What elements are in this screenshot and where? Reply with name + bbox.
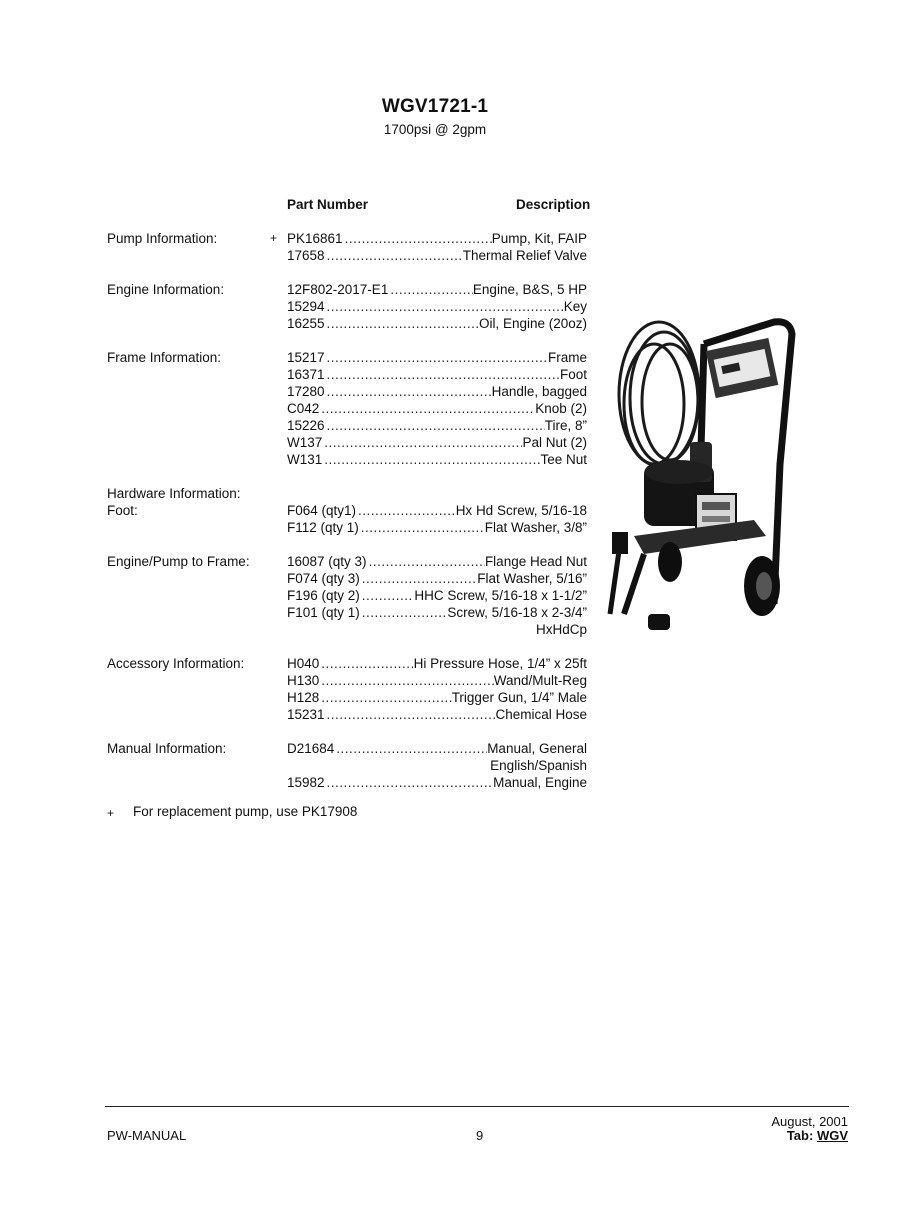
part-description: Thermal Relief Valve bbox=[462, 248, 587, 263]
part-number: W137 bbox=[287, 435, 323, 450]
part-number: F112 (qty 1) bbox=[287, 520, 359, 535]
part-description: Pump, Kit, FAIP bbox=[491, 231, 587, 246]
part-entry bbox=[287, 740, 587, 757]
footer-tab bbox=[787, 1128, 848, 1143]
part-row bbox=[0, 281, 906, 298]
page-number: 9 bbox=[476, 1128, 484, 1143]
part-number: H128 bbox=[287, 690, 320, 705]
part-entry bbox=[287, 349, 587, 366]
part-entry bbox=[287, 366, 587, 383]
part-description: Hx Hd Screw, 5/16-18 bbox=[455, 503, 587, 518]
section-label: Foot: bbox=[107, 503, 138, 518]
dot-leader bbox=[319, 655, 413, 672]
part-entry bbox=[287, 570, 587, 587]
part-number: F074 (qty 3) bbox=[287, 571, 360, 586]
dot-leader bbox=[356, 502, 456, 519]
dot-leader bbox=[319, 672, 493, 689]
part-description: Engine, B&S, 5 HP bbox=[472, 282, 587, 297]
part-entry bbox=[287, 383, 587, 400]
part-entry bbox=[287, 417, 587, 434]
dot-leader bbox=[325, 315, 479, 332]
part-number: 16371 bbox=[287, 367, 325, 382]
part-description: Tee Nut bbox=[540, 452, 587, 467]
dot-leader bbox=[343, 230, 492, 247]
section-label: Frame Information: bbox=[107, 350, 222, 365]
part-number: F196 (qty 2) bbox=[287, 588, 360, 603]
footer-date: August, 2001 bbox=[771, 1114, 848, 1129]
part-description: Manual, Engine bbox=[493, 775, 587, 790]
part-entry bbox=[287, 774, 587, 791]
dot-leader bbox=[325, 298, 564, 315]
dot-leader bbox=[367, 553, 485, 570]
part-description: Oil, Engine (20oz) bbox=[478, 316, 587, 331]
part-number: 15231 bbox=[287, 707, 325, 722]
dot-leader bbox=[319, 400, 535, 417]
part-row bbox=[0, 672, 906, 689]
part-entry bbox=[287, 519, 587, 536]
dot-leader bbox=[360, 604, 448, 621]
part-entry bbox=[287, 689, 587, 706]
part-description: Manual, General bbox=[487, 741, 587, 756]
footer-manual-name: PW-MANUAL bbox=[107, 1128, 187, 1143]
dot-leader bbox=[322, 434, 522, 451]
part-entry bbox=[287, 400, 587, 417]
part-number: 17658 bbox=[287, 248, 325, 263]
part-number: F064 (qty1) bbox=[287, 503, 357, 518]
footnote-text: For replacement pump, use PK17908 bbox=[133, 804, 358, 819]
part-entry bbox=[287, 655, 587, 672]
section-label: Manual Information: bbox=[107, 741, 227, 756]
section-label: Pump Information: bbox=[107, 231, 218, 246]
section-label: Engine Information: bbox=[107, 282, 225, 297]
part-description: HHC Screw, 5/16-18 x 1-1/2” bbox=[414, 588, 587, 603]
dot-leader bbox=[319, 689, 451, 706]
page-title: WGV1721-1 bbox=[381, 96, 489, 117]
part-number: 15982 bbox=[287, 775, 325, 790]
part-entry bbox=[287, 706, 587, 723]
footnote-mark: + bbox=[107, 806, 115, 820]
footer-rule bbox=[105, 1106, 849, 1107]
part-entry bbox=[287, 315, 587, 332]
replacement-mark: + bbox=[270, 231, 278, 245]
part-row bbox=[0, 230, 906, 247]
part-description-continued: English/Spanish bbox=[490, 758, 587, 773]
part-row bbox=[0, 655, 906, 672]
part-description: Pal Nut (2) bbox=[522, 435, 587, 450]
pressure-washer-photo bbox=[604, 314, 800, 634]
part-description: Hi Pressure Hose, 1/4” x 25ft bbox=[413, 656, 587, 671]
part-number: 16087 (qty 3) bbox=[287, 554, 367, 569]
part-number: 17280 bbox=[287, 384, 325, 399]
part-number: PK16861 bbox=[287, 231, 343, 246]
part-entry bbox=[287, 451, 587, 468]
dot-leader bbox=[360, 570, 477, 587]
part-entry bbox=[287, 298, 587, 315]
part-number: C042 bbox=[287, 401, 320, 416]
part-row bbox=[0, 774, 906, 791]
part-number: 15217 bbox=[287, 350, 325, 365]
dot-leader bbox=[325, 774, 494, 791]
part-entry bbox=[287, 604, 587, 621]
part-description: Flange Head Nut bbox=[484, 554, 587, 569]
dot-leader bbox=[325, 383, 492, 400]
page-subtitle: 1700psi @ 2gpm bbox=[383, 122, 487, 137]
part-description: Wand/Mult-Reg bbox=[493, 673, 587, 688]
dot-leader bbox=[360, 587, 415, 604]
part-description: Screw, 5/16-18 x 2-3/4” bbox=[447, 605, 587, 620]
part-number: 12F802-2017-E1 bbox=[287, 282, 389, 297]
part-description: Foot bbox=[559, 367, 587, 382]
dot-leader bbox=[388, 281, 473, 298]
part-description: Tire, 8” bbox=[544, 418, 587, 433]
part-entry bbox=[287, 502, 587, 519]
part-description: Key bbox=[563, 299, 587, 314]
section-label: Hardware Information: bbox=[107, 486, 241, 501]
footer-tab-label: Tab: bbox=[786, 1128, 814, 1143]
part-number: D21684 bbox=[287, 741, 335, 756]
section-label: Accessory Information: bbox=[107, 656, 245, 671]
part-row bbox=[0, 247, 906, 264]
part-number: H040 bbox=[287, 656, 320, 671]
part-entry bbox=[287, 587, 587, 604]
dot-leader bbox=[325, 349, 548, 366]
part-number: H130 bbox=[287, 673, 320, 688]
footer-tab-value: WGV bbox=[816, 1128, 848, 1143]
dot-leader bbox=[325, 366, 560, 383]
part-description: Knob (2) bbox=[535, 401, 587, 416]
part-description-continued: HxHdCp bbox=[535, 622, 587, 637]
dot-leader bbox=[325, 247, 463, 264]
part-number: 16255 bbox=[287, 316, 325, 331]
part-number: F101 (qty 1) bbox=[287, 605, 360, 620]
part-row-continued bbox=[0, 757, 906, 774]
dot-leader bbox=[325, 706, 496, 723]
section-label: Engine/Pump to Frame: bbox=[107, 554, 250, 569]
part-entry bbox=[287, 672, 587, 689]
dot-leader bbox=[334, 740, 487, 757]
part-row bbox=[0, 298, 906, 315]
part-entry bbox=[287, 434, 587, 451]
part-description: Trigger Gun, 1/4” Male bbox=[451, 690, 587, 705]
part-description: Handle, bagged bbox=[491, 384, 587, 399]
part-description: Chemical Hose bbox=[495, 707, 587, 722]
part-entry bbox=[287, 553, 587, 570]
part-number: 15226 bbox=[287, 418, 325, 433]
part-row bbox=[0, 689, 906, 706]
column-header-part-number: Part Number bbox=[287, 197, 369, 212]
part-description: Flat Washer, 5/16” bbox=[477, 571, 587, 586]
column-header-description: Description bbox=[516, 197, 591, 212]
part-row bbox=[0, 740, 906, 757]
part-number: 15294 bbox=[287, 299, 325, 314]
part-entry bbox=[287, 281, 587, 298]
part-entry bbox=[287, 230, 587, 247]
dot-leader bbox=[359, 519, 485, 536]
dot-leader bbox=[322, 451, 540, 468]
part-description: Frame bbox=[547, 350, 587, 365]
dot-leader bbox=[325, 417, 545, 434]
part-entry bbox=[287, 247, 587, 264]
part-row bbox=[0, 706, 906, 723]
part-description: Flat Washer, 3/8” bbox=[484, 520, 587, 535]
part-number: W131 bbox=[287, 452, 323, 467]
